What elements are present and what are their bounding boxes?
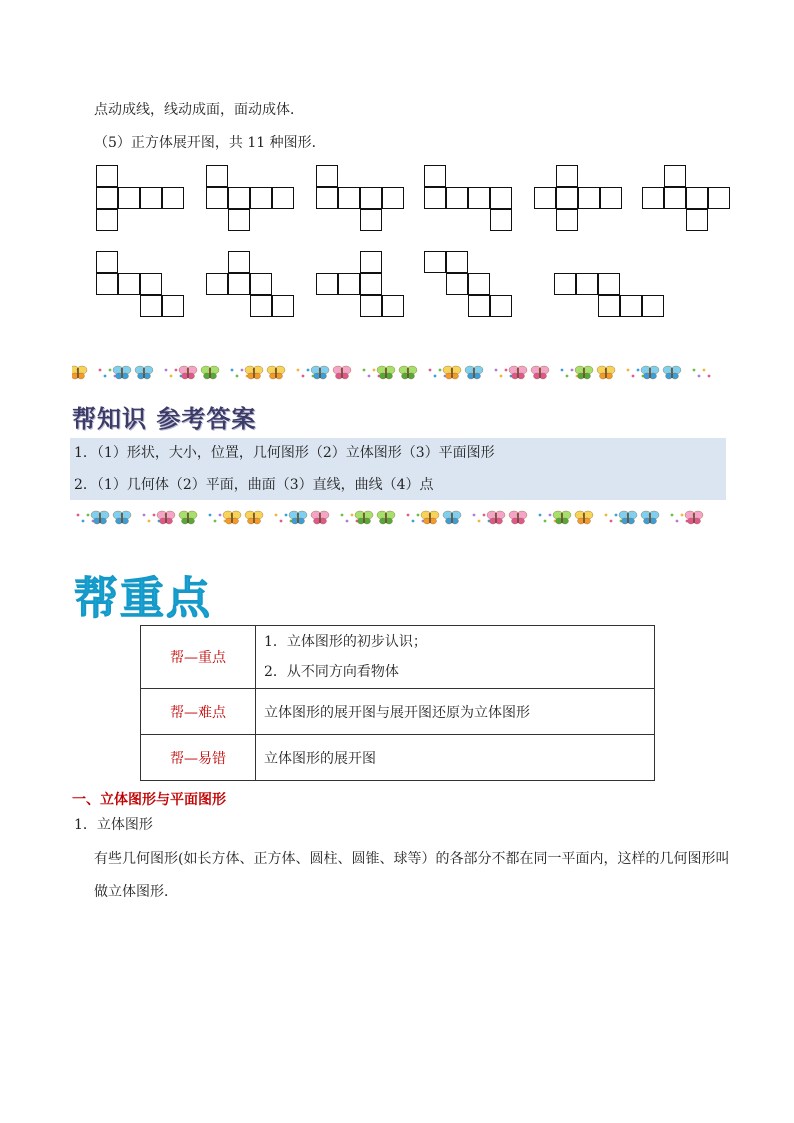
border-dot-icon xyxy=(87,514,90,517)
border-dot-icon xyxy=(571,369,574,372)
border-dot-icon xyxy=(615,514,618,517)
cube-net-4-square-2 xyxy=(424,187,446,209)
border-dot-icon xyxy=(549,514,552,517)
butterfly-icon xyxy=(179,366,197,379)
border-dot-icon xyxy=(302,375,305,378)
cube-net-3-square-3 xyxy=(338,187,360,209)
cube-net-2-square-4 xyxy=(250,187,272,209)
cube-net-8-square-5 xyxy=(250,295,272,317)
butterfly-icon xyxy=(267,366,285,379)
decorative-border-top xyxy=(72,361,712,385)
butterfly-icon xyxy=(311,366,329,379)
cube-net-6-square-4 xyxy=(686,187,708,209)
focus-row-key xyxy=(141,626,655,689)
butterfly-icon xyxy=(377,511,395,524)
cube-net-11-square-4 xyxy=(598,295,620,317)
cube-net-10-square-1 xyxy=(424,251,446,273)
butterfly-icon xyxy=(443,366,461,379)
border-dot-icon xyxy=(241,369,244,372)
cube-net-1-square-4 xyxy=(140,187,162,209)
cube-net-1-square-6 xyxy=(96,209,118,231)
border-dot-icon xyxy=(671,514,674,517)
cube-net-9-square-1 xyxy=(360,251,382,273)
border-dot-icon xyxy=(373,369,376,372)
cube-net-5-square-2 xyxy=(534,187,556,209)
cube-net-8-square-4 xyxy=(250,273,272,295)
butterfly-icon xyxy=(509,511,527,524)
border-dot-icon xyxy=(148,520,151,523)
cube-net-1-square-5 xyxy=(162,187,184,209)
border-dot-icon xyxy=(77,514,80,517)
border-dot-icon xyxy=(363,369,366,372)
focus-key-line-1: 1．立体图形的初步认识； xyxy=(264,634,427,650)
border-dot-icon xyxy=(439,369,442,372)
butterfly-icon xyxy=(575,366,593,379)
border-dot-icon xyxy=(82,520,85,523)
cube-net-6-square-3 xyxy=(664,187,686,209)
border-dot-icon xyxy=(104,375,107,378)
cube-net-5-square-4 xyxy=(578,187,600,209)
cube-net-7-square-3 xyxy=(118,273,140,295)
border-dot-icon xyxy=(209,514,212,517)
cube-net-2-square-6 xyxy=(228,209,250,231)
butterfly-icon xyxy=(289,511,307,524)
cube-net-10-square-2 xyxy=(446,251,468,273)
border-dot-icon xyxy=(346,520,349,523)
border-dot-icon xyxy=(429,369,432,372)
butterfly-icon xyxy=(553,511,571,524)
border-dot-icon xyxy=(175,369,178,372)
border-dot-icon xyxy=(483,514,486,517)
border-dot-icon xyxy=(495,369,498,372)
border-dot-icon xyxy=(297,369,300,372)
border-dot-icon xyxy=(605,514,608,517)
butterfly-icon xyxy=(113,511,131,524)
section-paragraph-line-1: 有些几何图形(如长方体、正方体、圆柱、圆锥、球等）的各部分不都在同一平面内，这样的几何图形叫 xyxy=(94,851,730,867)
cube-net-4-square-1 xyxy=(424,165,446,187)
border-dot-icon xyxy=(610,520,613,523)
butterfly-icon xyxy=(113,366,131,379)
focus-key-line-2: 2．从不同方向看物体 xyxy=(264,664,399,680)
cube-net-4-square-3 xyxy=(446,187,468,209)
intro-line-2: （5）正方体展开图，共 11 种图形． xyxy=(94,135,326,151)
butterfly-icon xyxy=(377,366,395,379)
focus-content-error: 立体图形的展开图 xyxy=(256,735,655,781)
border-dot-icon xyxy=(637,369,640,372)
border-dot-icon xyxy=(275,514,278,517)
section-subheading: 1．立体图形 xyxy=(74,817,153,833)
butterfly-icon xyxy=(597,366,615,379)
cube-net-8-square-2 xyxy=(206,273,228,295)
cube-net-7-square-4 xyxy=(140,273,162,295)
border-dot-icon xyxy=(109,369,112,372)
border-dot-icon xyxy=(236,375,239,378)
cube-net-11-square-5 xyxy=(620,295,642,317)
border-dot-icon xyxy=(153,514,156,517)
answers-box xyxy=(70,438,726,500)
focus-label-difficult: 帮—难点 xyxy=(141,689,256,735)
border-dot-icon xyxy=(693,369,696,372)
butterfly-icon xyxy=(465,366,483,379)
cube-net-11-square-6 xyxy=(642,295,664,317)
cube-net-10-square-6 xyxy=(490,295,512,317)
cube-net-5-square-1 xyxy=(556,165,578,187)
butterfly-icon xyxy=(399,366,417,379)
focus-table xyxy=(140,625,655,781)
answer-item-2: 2．（1）几何体（2）平面，曲面（3）直线，曲线（4）点 xyxy=(74,477,434,493)
butterfly-icon xyxy=(333,366,351,379)
border-dot-icon xyxy=(561,369,564,372)
cube-net-3-square-1 xyxy=(316,165,338,187)
butterfly-icon xyxy=(91,511,109,524)
butterfly-icon xyxy=(641,511,659,524)
cube-net-8-square-1 xyxy=(228,251,250,273)
border-dot-icon xyxy=(231,369,234,372)
butterfly-icon xyxy=(179,511,197,524)
cube-net-10-square-5 xyxy=(468,295,490,317)
border-dot-icon xyxy=(505,369,508,372)
cube-net-2-square-1 xyxy=(206,165,228,187)
cube-net-6-square-1 xyxy=(664,165,686,187)
focus-row-error xyxy=(141,735,655,781)
cube-net-3-square-4 xyxy=(360,187,382,209)
butterfly-icon xyxy=(223,511,241,524)
cube-net-3-square-2 xyxy=(316,187,338,209)
focus-row-difficult xyxy=(141,689,655,735)
cube-net-5-square-3 xyxy=(556,187,578,209)
border-dot-icon xyxy=(632,375,635,378)
cube-net-4-square-6 xyxy=(490,209,512,231)
butterfly-icon xyxy=(245,511,263,524)
cube-net-7-square-5 xyxy=(140,295,162,317)
butterfly-icon xyxy=(685,511,703,524)
focus-content-key xyxy=(256,626,655,689)
butterfly-icon xyxy=(157,511,175,524)
cube-net-7-square-6 xyxy=(162,295,184,317)
cube-net-1-square-1 xyxy=(96,165,118,187)
border-dot-icon xyxy=(307,369,310,372)
butterfly-icon xyxy=(355,511,373,524)
cube-net-9-square-4 xyxy=(360,273,382,295)
butterfly-icon xyxy=(619,511,637,524)
border-dot-icon xyxy=(539,514,542,517)
border-dot-icon xyxy=(412,520,415,523)
answers-title: 帮知识 参考答案 xyxy=(72,405,257,433)
butterfly-icon xyxy=(72,366,87,379)
border-dot-icon xyxy=(676,520,679,523)
butterfly-icon xyxy=(245,366,263,379)
border-dot-icon xyxy=(703,369,706,372)
cube-net-11-square-2 xyxy=(576,273,598,295)
border-dot-icon xyxy=(280,520,283,523)
cube-net-10-square-4 xyxy=(468,273,490,295)
cube-net-6-square-2 xyxy=(642,187,664,209)
section-paragraph-line-2: 做立体图形． xyxy=(94,884,178,900)
border-dot-icon xyxy=(478,520,481,523)
butterfly-icon xyxy=(135,366,153,379)
border-dot-icon xyxy=(500,375,503,378)
cube-net-7-square-1 xyxy=(96,251,118,273)
cube-net-6-square-5 xyxy=(708,187,730,209)
cube-net-3-square-6 xyxy=(360,209,382,231)
cube-net-4-square-5 xyxy=(490,187,512,209)
border-dot-icon xyxy=(417,514,420,517)
cube-net-9-square-3 xyxy=(338,273,360,295)
border-dot-icon xyxy=(473,514,476,517)
cube-net-3-square-5 xyxy=(382,187,404,209)
butterfly-icon xyxy=(201,366,219,379)
cube-net-5-square-5 xyxy=(600,187,622,209)
answer-item-1: 1．（1）形状，大小，位置，几何图形（2）立体图形（3）平面图形 xyxy=(74,445,495,461)
cube-net-1-square-3 xyxy=(118,187,140,209)
cube-net-8-square-3 xyxy=(228,273,250,295)
border-dot-icon xyxy=(566,375,569,378)
focus-title: 帮重点 xyxy=(74,573,212,624)
butterfly-icon xyxy=(531,366,549,379)
cube-net-9-square-2 xyxy=(316,273,338,295)
butterfly-icon xyxy=(311,511,329,524)
border-dot-icon xyxy=(368,375,371,378)
border-dot-icon xyxy=(219,514,222,517)
decorative-border-bottom xyxy=(72,506,712,530)
focus-content-difficult: 立体图形的展开图与展开图还原为立体图形 xyxy=(256,689,655,735)
cube-net-11-square-3 xyxy=(598,273,620,295)
border-dot-icon xyxy=(407,514,410,517)
cube-net-9-square-6 xyxy=(382,295,404,317)
cube-net-7-square-2 xyxy=(96,273,118,295)
butterfly-icon xyxy=(575,511,593,524)
border-dot-icon xyxy=(214,520,217,523)
border-dot-icon xyxy=(708,375,711,378)
border-dot-icon xyxy=(341,514,344,517)
cube-net-1-square-2 xyxy=(96,187,118,209)
border-dot-icon xyxy=(351,514,354,517)
border-dot-icon xyxy=(681,514,684,517)
cube-net-6-square-6 xyxy=(686,209,708,231)
border-dot-icon xyxy=(99,369,102,372)
cube-net-5-square-6 xyxy=(556,209,578,231)
focus-label-error: 帮—易错 xyxy=(141,735,256,781)
section-heading: 一、立体图形与平面图形 xyxy=(72,792,226,808)
border-dot-icon xyxy=(143,514,146,517)
butterfly-icon xyxy=(663,366,681,379)
cube-net-2-square-2 xyxy=(206,187,228,209)
butterfly-icon xyxy=(641,366,659,379)
butterfly-icon xyxy=(509,366,527,379)
border-dot-icon xyxy=(434,375,437,378)
cube-net-9-square-5 xyxy=(360,295,382,317)
cube-net-11-square-1 xyxy=(554,273,576,295)
cube-net-2-square-3 xyxy=(228,187,250,209)
border-dot-icon xyxy=(698,375,701,378)
intro-line-1: 点动成线，线动成面，面动成体． xyxy=(94,102,304,118)
border-dot-icon xyxy=(627,369,630,372)
butterfly-icon xyxy=(421,511,439,524)
border-dot-icon xyxy=(544,520,547,523)
border-dot-icon xyxy=(285,514,288,517)
cube-net-10-square-3 xyxy=(446,273,468,295)
focus-label-key: 帮—重点 xyxy=(141,626,256,689)
butterfly-icon xyxy=(487,511,505,524)
cube-net-4-square-4 xyxy=(468,187,490,209)
butterfly-icon xyxy=(443,511,461,524)
cube-net-8-square-6 xyxy=(272,295,294,317)
border-dot-icon xyxy=(170,375,173,378)
border-dot-icon xyxy=(165,369,168,372)
cube-net-2-square-5 xyxy=(272,187,294,209)
